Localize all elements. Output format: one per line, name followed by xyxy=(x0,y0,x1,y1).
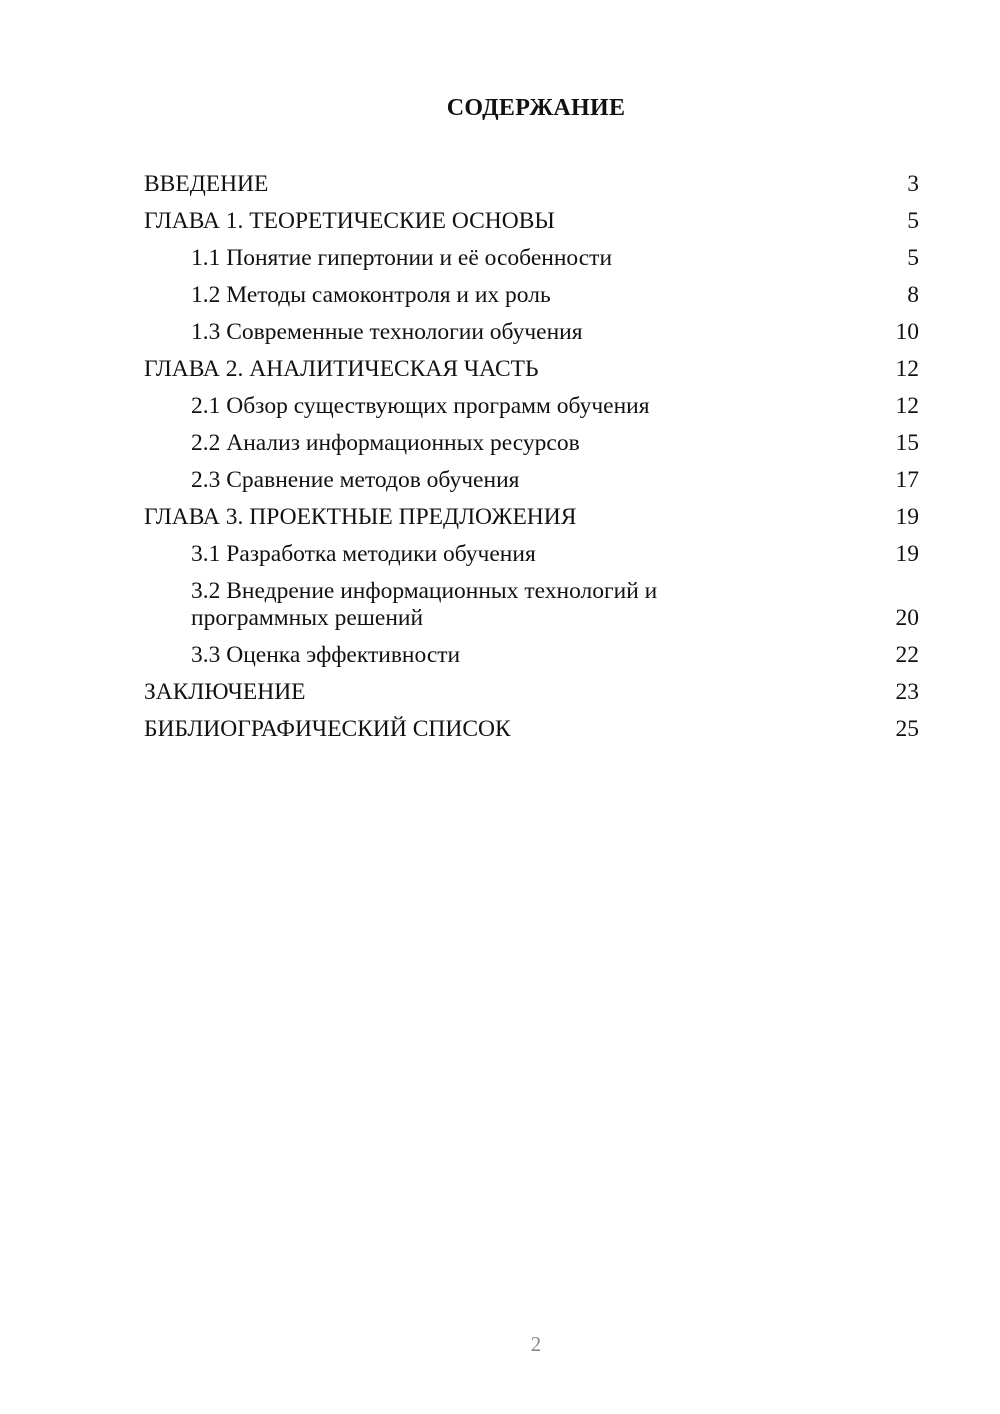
toc-entry-section-2-2[interactable] xyxy=(144,425,919,462)
toc-entry-section-3-2[interactable] xyxy=(144,573,919,637)
toc-entry-page: 10 xyxy=(895,319,919,345)
toc-entry-label: ГЛАВА 3. ПРОЕКТНЫЕ ПРЕДЛОЖЕНИЯ xyxy=(144,504,577,530)
toc-entry-page: 17 xyxy=(895,467,919,493)
toc-entry-section-3-3[interactable] xyxy=(144,637,919,674)
toc-entry-section-1-1[interactable] xyxy=(144,240,919,277)
toc-entry-label: ВВЕДЕНИЕ xyxy=(144,171,269,197)
toc-entry-label: 1.2 Методы самоконтроля и их роль xyxy=(191,282,551,308)
table-of-contents xyxy=(144,166,919,748)
toc-entry-page: 15 xyxy=(895,430,919,456)
toc-entry-label: 3.1 Разработка методики обучения xyxy=(191,541,536,567)
toc-entry-label: 3.3 Оценка эффективности xyxy=(191,642,461,668)
toc-entry-chapter-3[interactable] xyxy=(144,499,919,536)
toc-entry-section-2-3[interactable] xyxy=(144,462,919,499)
toc-entry-page: 8 xyxy=(907,282,919,308)
toc-entry-section-3-1[interactable] xyxy=(144,536,919,573)
toc-entry-section-1-3[interactable] xyxy=(144,314,919,351)
toc-entry-page: 20 xyxy=(895,605,919,631)
toc-entry-conclusion[interactable] xyxy=(144,674,919,711)
toc-entry-bibliography[interactable] xyxy=(144,711,919,748)
toc-entry-label: 3.2 Внедрение информационных технологий и программных решений xyxy=(191,578,658,631)
toc-entry-label: 1.1 Понятие гипертонии и её особенности xyxy=(191,245,613,271)
toc-entry-page: 5 xyxy=(907,208,919,234)
toc-entry-page: 19 xyxy=(895,504,919,530)
toc-entry-page: 5 xyxy=(907,245,919,271)
toc-entry-introduction[interactable] xyxy=(144,166,919,203)
toc-entry-page: 25 xyxy=(895,716,919,742)
toc-entry-page: 22 xyxy=(895,642,919,668)
toc-entry-label: ГЛАВА 2. АНАЛИТИЧЕСКАЯ ЧАСТЬ xyxy=(144,356,539,382)
toc-entry-label: ГЛАВА 1. ТЕОРЕТИЧЕСКИЕ ОСНОВЫ xyxy=(144,208,555,234)
toc-entry-label: 2.1 Обзор существующих программ обучения xyxy=(191,393,650,419)
toc-entry-label: ЗАКЛЮЧЕНИЕ xyxy=(144,679,306,705)
page-title: СОДЕРЖАНИЕ xyxy=(446,95,626,121)
toc-entry-label: 2.3 Сравнение методов обучения xyxy=(191,467,520,493)
toc-entry-page: 3 xyxy=(907,171,919,197)
toc-entry-section-1-2[interactable] xyxy=(144,277,919,314)
toc-entry-chapter-1[interactable] xyxy=(144,203,919,240)
toc-entry-page: 23 xyxy=(895,679,919,705)
toc-entry-section-2-1[interactable] xyxy=(144,388,919,425)
page-number: 2 xyxy=(530,1332,542,1356)
toc-entry-label: 1.3 Современные технологии обучения xyxy=(191,319,583,345)
toc-entry-page: 19 xyxy=(895,541,919,567)
toc-entry-page: 12 xyxy=(895,356,919,382)
toc-entry-page: 12 xyxy=(895,393,919,419)
toc-entry-label: 2.2 Анализ информационных ресурсов xyxy=(191,430,580,456)
toc-entry-chapter-2[interactable] xyxy=(144,351,919,388)
toc-entry-label: БИБЛИОГРАФИЧЕСКИЙ СПИСОК xyxy=(144,716,511,742)
